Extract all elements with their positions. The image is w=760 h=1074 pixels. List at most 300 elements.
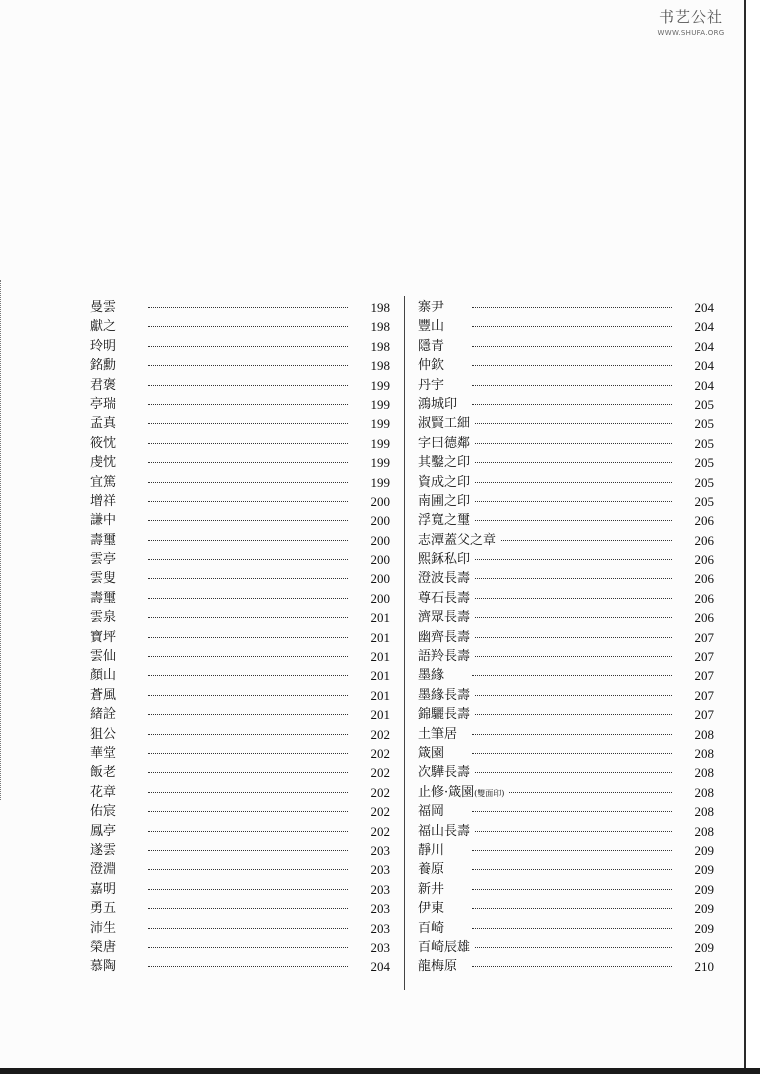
entry-name-text: 墨緣長壽 [418,687,471,703]
index-entry [418,744,714,763]
index-entry [90,938,390,957]
entry-name [418,298,448,317]
entry-name-text: 伊東 [418,901,445,917]
entry-page-number: 208 [694,784,714,800]
entry-page-number: 201 [370,707,390,723]
index-entry [90,880,390,899]
entry-name [418,569,474,588]
dot-leader [472,908,672,909]
dot-leader [148,966,348,967]
dot-leader [148,869,348,870]
dot-leader [472,326,672,327]
dot-leader [148,385,348,386]
dot-leader [472,772,672,773]
dot-leader [472,520,672,521]
entry-page-number: 201 [370,649,390,665]
dot-leader [472,811,672,812]
index-entry [90,841,390,860]
entry-name [418,492,474,511]
entry-name [418,317,448,336]
binding-edge-marks [0,280,4,800]
index-entry [90,395,390,414]
dot-leader [148,501,348,502]
dot-leader [148,695,348,696]
dot-leader [148,326,348,327]
entry-page-number: 200 [370,513,390,529]
entry-page-number: 201 [370,668,390,684]
index-entry [418,763,714,782]
entry-name [90,783,120,802]
index-entry [90,531,390,550]
entry-name-text: 丹宇 [418,377,445,393]
entry-page-number: 198 [370,338,390,354]
entry-page-number: 201 [370,687,390,703]
entry-name-text: 養原 [418,862,445,878]
entry-name [418,434,474,453]
entry-name [90,666,120,685]
entry-name-text: 沛生 [90,920,117,936]
dot-leader [148,792,348,793]
entry-page-number: 208 [694,726,714,742]
entry-page-number: 200 [370,493,390,509]
dot-leader [148,559,348,560]
dot-leader [148,714,348,715]
entry-name-text: 曼雲 [90,300,117,315]
index-entry [418,628,714,647]
entry-name-text: 顏山 [90,668,117,684]
index-entry [90,569,390,588]
entry-name [418,356,448,375]
dot-leader [472,598,672,599]
entry-name [418,763,474,782]
dot-leader [148,850,348,851]
entry-name [90,337,120,356]
dot-leader [148,482,348,483]
entry-name-text: 壽璽 [90,532,117,548]
entry-name-text: 墨緣 [418,668,445,684]
entry-name-text: 其鑿之印 [418,455,471,471]
entry-page-number: 203 [370,901,390,917]
entry-name-text: 澄淵 [90,862,117,878]
entry-name-text: 浮寬之璽 [418,513,471,529]
entry-name-text: 亭瑞 [90,396,117,412]
entry-name-text: 字曰德鄰 [418,435,471,451]
entry-name-text: 錦驪長壽 [418,707,471,723]
entry-name [90,376,120,395]
dot-leader [148,617,348,618]
dot-leader [472,656,672,657]
entry-name [418,880,448,899]
entry-name [418,783,508,803]
index-entry [90,550,390,569]
entry-page-number: 209 [694,901,714,917]
entry-name [90,647,120,666]
entry-name [418,957,461,976]
index-entry [90,511,390,530]
entry-name [90,763,120,782]
entry-name [90,298,120,317]
entry-name [418,919,448,938]
index-entry [90,647,390,666]
index-entry [418,880,714,899]
entry-name-text: 次驊長壽 [418,765,471,781]
index-entry [90,744,390,763]
entry-name [418,938,474,957]
dot-leader [148,947,348,948]
dot-leader [148,578,348,579]
dot-leader [472,443,672,444]
entry-name [418,395,461,414]
dot-leader [472,365,672,366]
entry-page-number: 206 [694,571,714,587]
entry-name-text: 宜篤 [90,474,117,490]
dot-leader [472,695,672,696]
entry-page-number: 200 [370,571,390,587]
entry-page-number: 202 [370,726,390,742]
entry-page-number: 207 [694,649,714,665]
index-entry [90,453,390,472]
index-entry [418,511,714,530]
dot-leader [472,462,672,463]
index-entry [90,705,390,724]
index-entry [90,686,390,705]
dot-leader [472,423,672,424]
entry-page-number: 208 [694,804,714,820]
index-entry [90,822,390,841]
index-entry [418,531,714,550]
entry-name-text: 箴園 [418,745,445,761]
dot-leader [148,656,348,657]
dot-leader [472,540,672,541]
page-edge-bottom [0,1068,760,1074]
dot-leader [472,966,672,967]
entry-name [90,511,120,530]
entry-page-number: 199 [370,416,390,432]
index-column-left [90,298,390,977]
entry-name [90,899,120,918]
column-divider [404,296,405,990]
entry-page-number: 199 [370,474,390,490]
entry-name [90,860,120,879]
entry-name-text: 遂雲 [90,842,117,858]
entry-name [418,511,474,530]
index-entry [418,725,714,744]
entry-page-number: 204 [694,319,714,335]
entry-name-text: 百崎 [418,920,445,936]
dot-leader [472,617,672,618]
index-entry [90,608,390,627]
entry-page-number: 208 [694,745,714,761]
index-entry [418,666,714,685]
dot-leader [472,559,672,560]
entry-name-text: 熙鉌私印 [418,552,471,568]
entry-name [418,628,474,647]
entry-name [90,569,120,588]
dot-leader [472,346,672,347]
entry-name [418,899,448,918]
entry-name [90,705,120,724]
entry-name-text: 志潭蓋父之章 [418,532,497,548]
entry-page-number: 200 [370,590,390,606]
entry-name-text: 慕陶 [90,959,117,975]
index-entry [418,434,714,453]
entry-name-text: 語羚長壽 [418,649,471,665]
index-entry [418,802,714,821]
entry-page-number: 209 [694,920,714,936]
dot-leader [472,869,672,870]
index-entry [90,414,390,433]
entry-page-number: 205 [694,474,714,490]
entry-page-number: 207 [694,629,714,645]
watermark-url: WWW.SHUFA.ORG [657,29,725,37]
entry-page-number: 205 [694,416,714,432]
entry-name-text: 緒詮 [90,707,117,723]
entry-page-number: 205 [694,435,714,451]
index-column-right [418,298,714,977]
entry-page-number: 198 [370,358,390,374]
entry-name [418,414,474,433]
index-entry [418,550,714,569]
entry-page-number: 201 [370,610,390,626]
index-entry [90,492,390,511]
index-entry [90,919,390,938]
entry-name-text: 寶坪 [90,629,117,645]
index-entry [418,705,714,724]
dot-leader [472,482,672,483]
entry-name-text: 土筆居 [418,726,458,742]
index-entry [90,783,390,802]
entry-page-number: 209 [694,842,714,858]
entry-name [90,395,120,414]
index-entry [418,589,714,608]
index-entry [90,899,390,918]
dot-leader [148,443,348,444]
index-entry [90,666,390,685]
entry-name-text: 仲欽 [418,358,445,374]
index-entry [418,337,714,356]
entry-name-text: 謙中 [90,513,117,529]
entry-name [90,356,120,375]
entry-page-number: 207 [694,707,714,723]
entry-name-text: 飯老 [90,765,117,781]
entry-name-text: 鴻城印 [418,396,458,412]
entry-name [90,628,120,647]
entry-name [418,376,448,395]
index-entry [418,957,714,976]
entry-page-number: 198 [370,300,390,315]
dot-leader [472,578,672,579]
entry-name-text: 豐山 [418,319,445,335]
watermark-logo: 书艺公社 [658,8,723,26]
entry-name [418,860,448,879]
entry-page-number: 205 [694,493,714,509]
entry-name [90,550,120,569]
entry-page-number: 204 [694,300,714,315]
entry-page-number: 203 [370,881,390,897]
entry-page-number: 207 [694,687,714,703]
entry-name [418,531,500,550]
entry-name-text: 銘勳 [90,358,117,374]
entry-page-number: 206 [694,513,714,529]
dot-leader [472,947,672,948]
entry-name [418,608,474,627]
entry-page-number: 202 [370,784,390,800]
index-entry [418,453,714,472]
entry-page-number: 202 [370,804,390,820]
page-edge-right [744,0,746,1074]
entry-name [90,957,120,976]
entry-name-text: 淑賢工細 [418,416,471,432]
entry-name [90,531,120,550]
index-entry [90,434,390,453]
entry-page-number: 204 [370,959,390,975]
entry-name [90,725,120,744]
index-entry [90,317,390,336]
dot-leader [472,889,672,890]
entry-name [90,919,120,938]
entry-name [418,550,474,569]
dot-leader [148,831,348,832]
index-entry [418,919,714,938]
index-entry [418,860,714,879]
entry-page-number: 202 [370,823,390,839]
entry-name [418,841,448,860]
index-entry [90,337,390,356]
dot-leader [472,501,672,502]
index-entry [418,492,714,511]
entry-name-text: 筱忱 [90,435,117,451]
index-entry [90,376,390,395]
index-entry [418,841,714,860]
dot-leader [148,598,348,599]
entry-page-number: 200 [370,552,390,568]
entry-name [90,473,120,492]
dot-leader [148,307,348,308]
entry-name-text: 新井 [418,881,445,897]
entry-name-text: 止修·箴園 [418,784,475,800]
entry-page-number: 205 [694,396,714,412]
index-entry [418,783,714,802]
entry-name-text: 獻之 [90,319,117,335]
entry-name-text: 花章 [90,784,117,800]
entry-name [90,453,120,472]
dot-leader [148,365,348,366]
entry-name-text: 龍梅原 [418,959,458,975]
index-entry [418,569,714,588]
entry-name-text: 隱青 [418,338,445,354]
entry-name [418,647,474,666]
entry-name [418,744,448,763]
entry-name-text: 嘉明 [90,881,117,897]
dot-leader [148,462,348,463]
dot-leader [148,346,348,347]
entry-name [418,453,474,472]
entry-name [90,822,120,841]
entry-name-text: 濟眾長壽 [418,610,471,626]
dot-leader [472,385,672,386]
dot-leader [472,850,672,851]
entry-name [90,802,120,821]
dot-leader [472,637,672,638]
entry-name-text: 壽璽 [90,590,117,606]
entry-name-text: 佑宸 [90,804,117,820]
dot-leader [148,675,348,676]
index-entry [418,317,714,336]
entry-name [418,666,448,685]
index-entry [418,395,714,414]
entry-name [90,317,120,336]
entry-name [418,589,474,608]
entry-page-number: 199 [370,396,390,412]
entry-name-text: 尊石長壽 [418,590,471,606]
index-entry [90,589,390,608]
dot-leader [148,540,348,541]
dot-leader [472,753,672,754]
entry-name-text: 南圃之印 [418,493,471,509]
entry-name-text: 蒼風 [90,687,117,703]
entry-page-number: 208 [694,765,714,781]
watermark [648,6,734,42]
entry-page-number: 210 [694,959,714,975]
index-entry [418,686,714,705]
entry-page-number: 206 [694,552,714,568]
entry-name [90,880,120,899]
entry-name-text: 華堂 [90,745,117,761]
entry-name [418,686,474,705]
dot-leader [148,889,348,890]
entry-page-number: 204 [694,358,714,374]
entry-name [90,938,120,957]
entry-page-number: 203 [370,920,390,936]
entry-name-text: 玲明 [90,338,117,354]
index-entry [418,608,714,627]
entry-page-number: 204 [694,338,714,354]
entry-page-number: 202 [370,745,390,761]
dot-leader [472,404,672,405]
dot-leader [148,811,348,812]
entry-name-text: 雲泉 [90,610,117,626]
entry-name-text: 孟真 [90,416,117,432]
entry-page-number: 199 [370,377,390,393]
entry-name-text: 靜川 [418,842,445,858]
index-entry [418,473,714,492]
entry-name-text: 雲叟 [90,571,117,587]
entry-name [418,802,448,821]
index-entry [90,356,390,375]
index-entry [418,376,714,395]
entry-page-number: 203 [370,842,390,858]
entry-name [418,473,474,492]
entry-name-text: 君褒 [90,377,117,393]
index-entry [90,298,390,317]
dot-leader [148,734,348,735]
entry-name-text: 幽齊長壽 [418,629,471,645]
entry-name-text: 狙公 [90,726,117,742]
entry-page-number: 209 [694,881,714,897]
entry-name-text: 雲仙 [90,649,117,665]
entry-page-number: 203 [370,862,390,878]
entry-name [90,744,120,763]
entry-name-text: 雲亭 [90,552,117,568]
entry-page-number: 206 [694,610,714,626]
index-entry [418,647,714,666]
entry-name [90,434,120,453]
entry-page-number: 201 [370,629,390,645]
entry-page-number: 204 [694,377,714,393]
index-entry [90,725,390,744]
entry-name [418,705,474,724]
index-entry [418,356,714,375]
